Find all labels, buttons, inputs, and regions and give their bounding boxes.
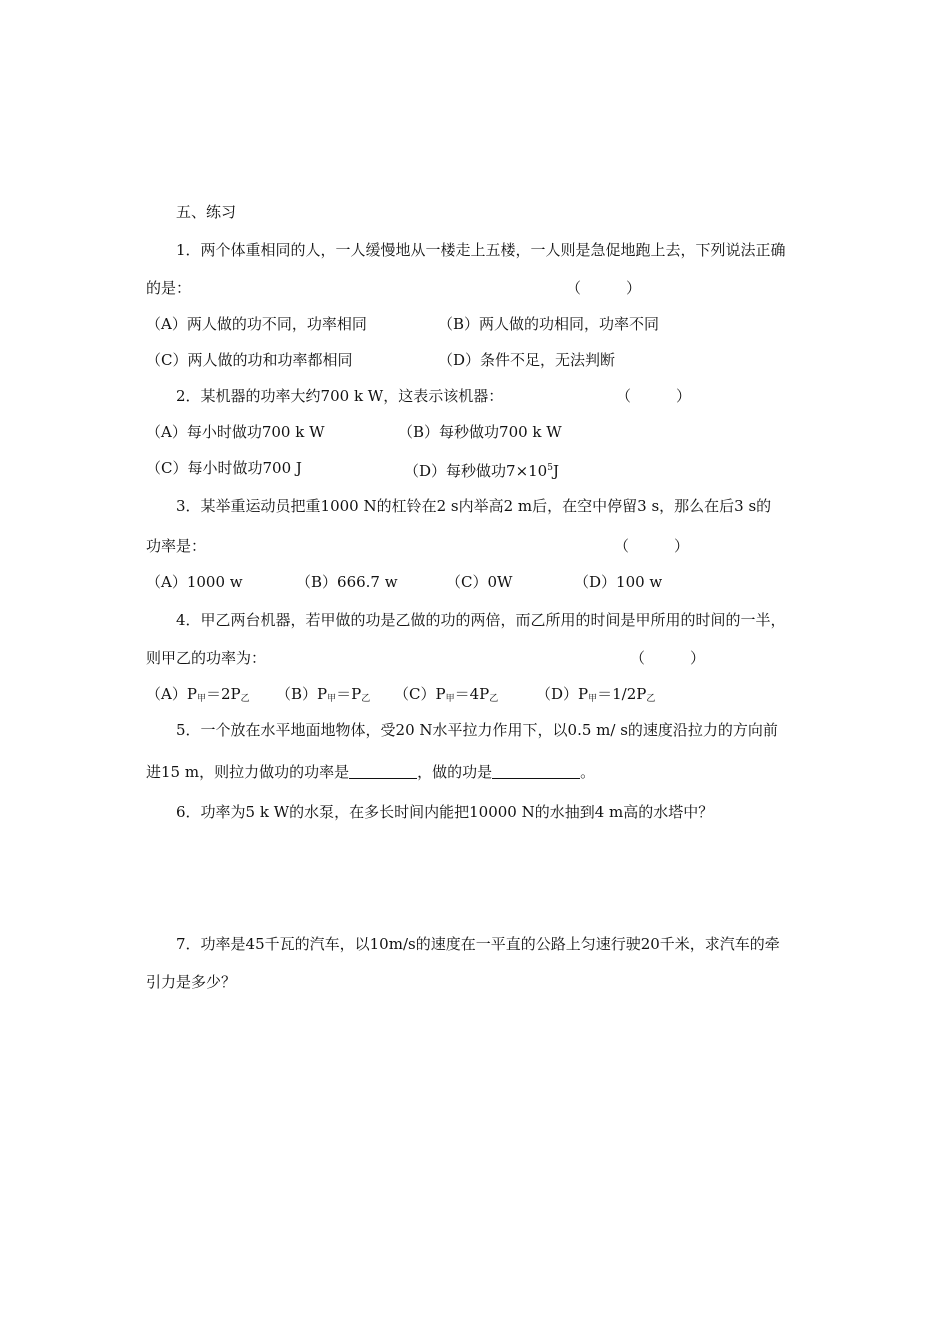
q1-stem-line1: 1．两个体重相同的人，一人缓慢地从一楼走上五楼，一人则是急促地跑上去，下列说法正确 — [176, 241, 786, 259]
q6-stem: 6．功率为5 k W的水泵，在多长时间内能把10000 N的水抽到4 m高的水塔中？ — [176, 803, 714, 821]
q3-stem-line2: 功率是： — [146, 537, 207, 555]
q4-option-b-sub2: 乙 — [361, 694, 371, 704]
q2-option-b: （B）每秒做功700 k W — [398, 423, 562, 441]
q4-option-c-eq: ＝4P — [454, 685, 490, 703]
q4-option-b-eq: ＝P — [336, 685, 362, 703]
q1-option-d: （D）条件不足，无法判断 — [438, 351, 616, 369]
q2-option-d-exponent: 5 — [547, 463, 553, 473]
q4-option-a — [146, 684, 250, 709]
q5-stem-part2: ，做的功是 — [417, 763, 493, 781]
q2-option-d — [404, 458, 559, 481]
q4-option-d — [536, 684, 655, 709]
q4-stem-line2: 则甲乙的功率为： — [146, 649, 267, 667]
q5-stem-part3: 。 — [580, 763, 596, 781]
q3-option-a: （A）1000 w — [146, 573, 243, 591]
q2-answer-paren: （ ） — [616, 387, 692, 405]
q4-option-a-sub2: 乙 — [240, 694, 250, 704]
q3-option-b: （B）666.7 w — [296, 573, 398, 591]
q2-option-d-text: （D）每秒做功7×10 — [404, 462, 548, 480]
q2-option-a: （A）每小时做功700 k W — [146, 423, 325, 441]
q1-option-b: （B）两人做的功相同，功率不同 — [438, 315, 660, 333]
q4-option-d-eq: ＝1/2P — [597, 685, 647, 703]
q1-option-c: （C）两人做的功和功率都相同 — [146, 351, 353, 369]
q4-option-d-sub2: 乙 — [646, 694, 656, 704]
q3-option-c: （C）0W — [446, 573, 513, 591]
q2-stem: 2．某机器的功率大约700 k W，这表示该机器： — [176, 387, 504, 405]
q5-stem-line2 — [146, 762, 595, 782]
q4-option-a-text: （A）P — [146, 685, 197, 703]
q4-option-c-sub1: 甲 — [445, 694, 455, 704]
q4-option-c — [394, 684, 498, 709]
q4-option-b-sub1: 甲 — [327, 694, 337, 704]
q7-stem-line2: 引力是多少？ — [146, 973, 237, 991]
q4-option-d-sub1: 甲 — [588, 694, 598, 704]
q5-work-blank[interactable] — [492, 764, 580, 779]
section-title: 五、练习 — [176, 203, 237, 221]
q3-stem-line1: 3．某举重运动员把重1000 N的杠铃在2 s内举高2 m后，在空中停留3 s，那么在后3 s的 — [176, 497, 772, 515]
q1-stem-line2: 的是： — [146, 279, 192, 297]
q5-stem-part1: 进15 m，则拉力做功的功率是 — [146, 763, 350, 781]
q5-power-blank[interactable] — [349, 764, 417, 779]
q1-option-a: （A）两人做的功不同，功率相同 — [146, 315, 367, 333]
q4-option-b-text: （B）P — [276, 685, 328, 703]
q1-answer-paren: （ ） — [566, 279, 642, 297]
q3-option-d: （D）100 w — [574, 573, 663, 591]
q4-option-a-sub1: 甲 — [196, 694, 206, 704]
q4-option-a-eq: ＝2P — [205, 685, 241, 703]
q4-option-c-sub2: 乙 — [489, 694, 499, 704]
q4-option-d-text: （D）P — [536, 685, 589, 703]
q4-answer-paren: （ ） — [630, 649, 706, 667]
q2-option-c: （C）每小时做功700 J — [146, 459, 302, 477]
q3-answer-paren: （ ） — [614, 537, 690, 555]
q5-stem-line1: 5．一个放在水平地面地物体，受20 N水平拉力作用下，以0.5 m/ s的速度沿拉力的方向前 — [176, 721, 778, 739]
q7-stem-line1: 7．功率是45千瓦的汽车，以10m/s的速度在一平直的公路上匀速行驶20千米，求汽车的牵 — [176, 935, 780, 953]
q2-option-d-unit: J — [552, 462, 559, 480]
q4-option-b — [276, 684, 370, 709]
q4-stem-line1: 4．甲乙两台机器，若甲做的功是乙做的功的两倍，而乙所用的时间是甲所用的时间的一半， — [176, 611, 786, 629]
q4-option-c-text: （C）P — [394, 685, 446, 703]
